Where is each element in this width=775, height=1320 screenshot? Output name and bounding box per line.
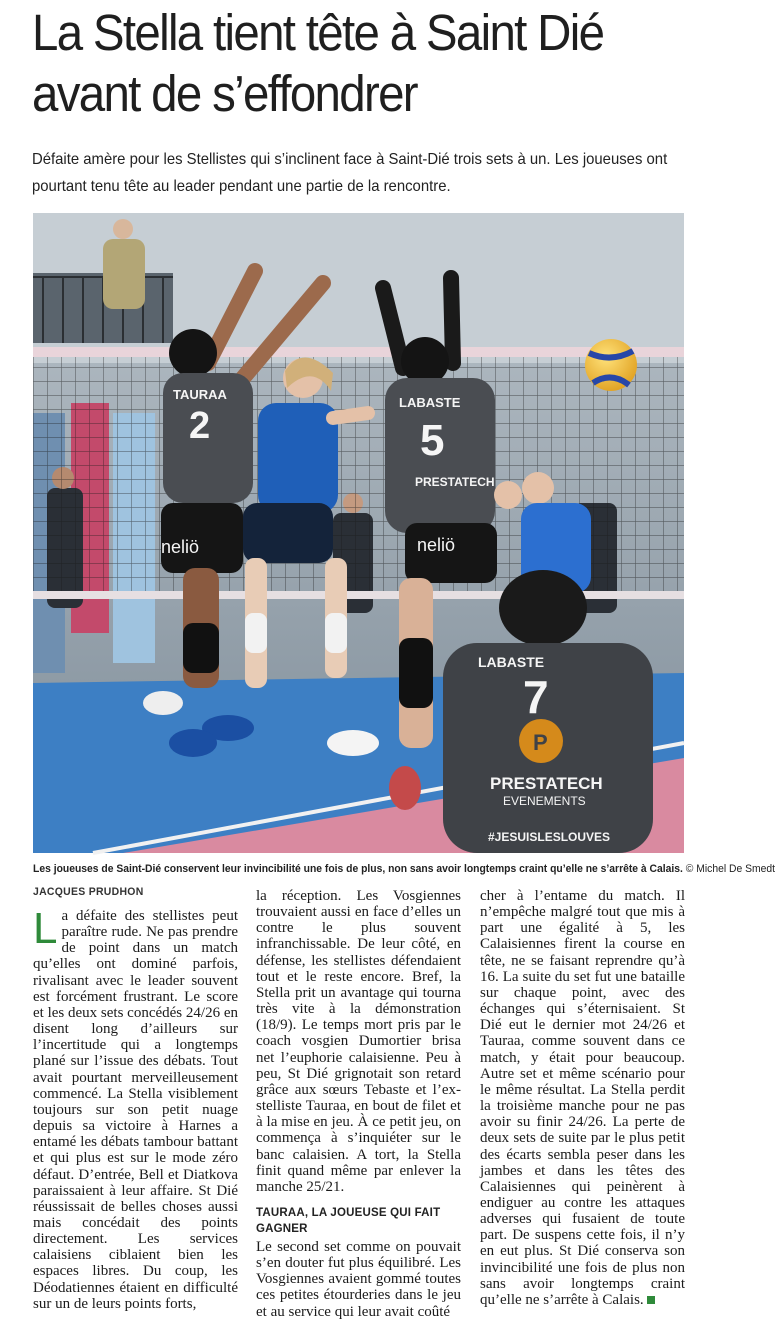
sponsor-text: #JESUISLESLOUVES xyxy=(488,830,611,844)
column-3 xyxy=(480,888,685,1308)
svg-text:P: P xyxy=(533,730,548,755)
body-text: Le second set comme on pouvait s’en douter fut plus équilibré. Les Vosgiennes avaient gommé toutes ces petites étourderies dans le jeu et au service qui leur avait coûté xyxy=(256,1238,461,1320)
sponsor-text: neliö xyxy=(417,535,456,555)
volleyball xyxy=(585,339,637,391)
article-photo xyxy=(33,213,684,853)
sponsor-text: EVENEMENTS xyxy=(503,794,586,808)
volleyball-scene xyxy=(33,213,684,853)
jersey-name: LABASTE xyxy=(399,395,461,410)
jersey-number: 7 xyxy=(523,671,549,723)
sponsor-text: PRESTATECH xyxy=(415,475,495,489)
column-2 xyxy=(256,888,461,1320)
body-text: la réception. Les Vosgiennes trouvaient aussi en face d’elles un contre le plus souvent infranchissable. De leur côté, en défense, les stellistes défendaient tout et le reste encore. Bref, la Stella prit un avantage qui tourna très vite à la démonstration (18/9). Le temps mort pris par le coach vosgien Dumortier brisa net l’euphorie calaisienne. Peu à peu, St Dié grignotait son retard grâce aux sœurs Tebaste et l’ex-stelliste Tauraa, en bout de filet et à la mise en jeu. À ce petit jeu, on commença à s’inquiéter sur le banc calaisien. A tort, la Stella finit quand même par enlever la manche 25/21. xyxy=(256,888,461,1195)
sponsor-text: neliö xyxy=(161,537,200,557)
article-lead: Défaite amère pour les Stellistes qui s’inclinent face à Saint-Dié trois sets à un. Les joueuses ont pourtant tenu tête au leader pendant une partie de la rencontre. xyxy=(32,151,668,195)
sponsor-text: PRESTATECH xyxy=(490,774,603,793)
body-text: a défaite des stellistes peut paraître rude. Ne pas prendre de point dans un match qu’elles ont dominé parfois, rivalisant avec le leader souvent est forcément frustrant. Le score et les deux sets concédés 24/26 en disent long d’ailleurs sur l’incertitude qui a longtemps plané sur l’issue des débats. Tout avait pourtant merveilleusement commencé. La Stella visiblement toujours sur son petit nuage depuis sa victoire à Harnes a entamé les débats tambour battant et qui plus est sur le mode zéro défaut. D’entrée, Bell et Diatkova paraissaient à leur affaire. St Dié réussissait de belles choses aussi mais concédait des points directement. Les services calaisiens ciblaient bien les espaces libres. Du coup, les Déodatiennes étaient en difficulté sur un de leurs points forts, xyxy=(33,908,238,1312)
jersey-name: LABASTE xyxy=(478,654,545,670)
body-text: cher à l’entame du match. Il n’empêche malgré tout que mis à part une égalité à 5, les Calaisiennes firent la course en tête, ne se faisant reprendre qu’à 16. La suite du set fut une bataille sur chaque point, avec des échanges qui s’éternisaient. St Dié eut le dernier mot 24/26 et Tauraa, comme souvent dans ce match, y était pour beaucoup. Autre set et même scénario pour le même résultat. La Stella perdit la troisième manche pour ne pas avoir su finir 24/26. La perte de deux sets de suite par le plus petit des écarts sembla peser dans les jambes et dans les têtes des Calaisiennes qui peinèrent à endiguer au contre les attaques adverses qui fusaient de toute part. De suspens cette fois, il n’y en eut plus. St Dié conserva son invincibilité une fois de plus non sans avoir longtemps craint qu’elle ne s’arrête à Calais. xyxy=(480,888,685,1308)
photo-credit: © Michel De Smedt xyxy=(685,863,775,875)
article-title: La Stella tient tête à Saint Dié avant de s’effondrer xyxy=(32,4,604,122)
jersey-number: 2 xyxy=(189,405,211,447)
subhead: TAURAA, LA JOUEUSE QUI FAIT GAGNER xyxy=(256,1206,441,1235)
end-mark-icon xyxy=(647,1296,655,1304)
byline: JACQUES PRUDHON xyxy=(33,886,144,898)
jersey-name: TAURAA xyxy=(173,387,227,402)
caption-text: Les joueuses de Saint-Dié conservent leur invincibilité une fois de plus, non sans avoir longtemps craint qu’elle ne s’arrête à Calais. xyxy=(33,863,683,875)
jersey-number: 5 xyxy=(420,416,445,465)
column-1 xyxy=(33,904,238,1312)
photo-caption xyxy=(33,862,775,876)
dropcap: L xyxy=(33,904,58,953)
